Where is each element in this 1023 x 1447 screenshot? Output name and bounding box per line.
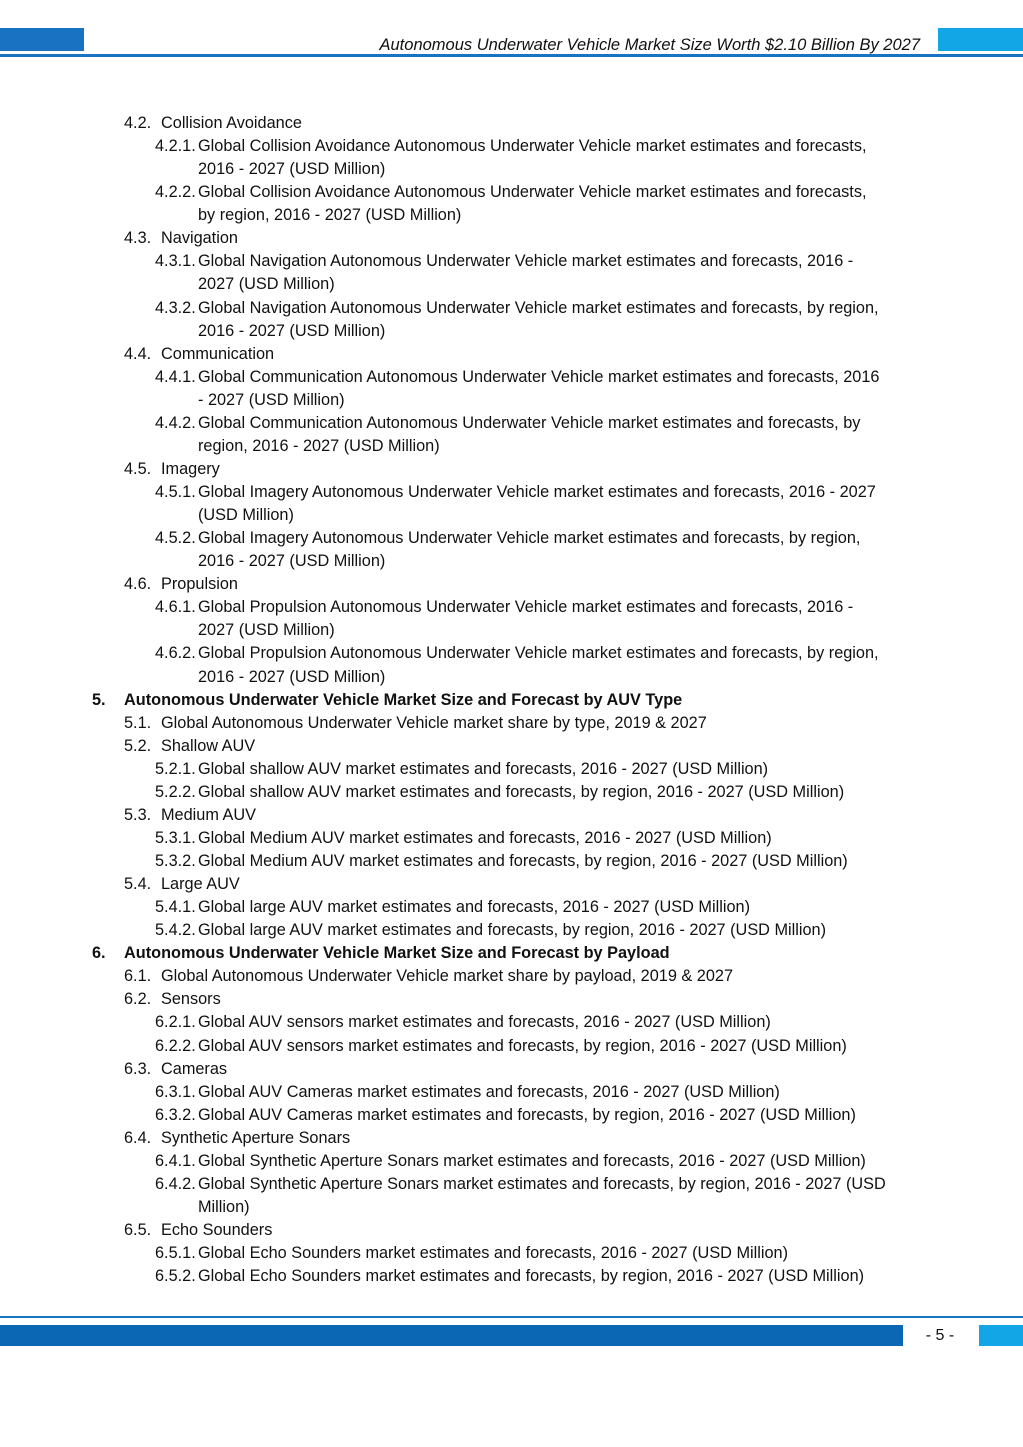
toc-entry-text: Global large AUV market estimates and forecasts, 2016 - 2027 (USD Million) [198, 898, 750, 917]
toc-entry-text: Global AUV Cameras market estimates and forecasts, by region, 2016 - 2027 (USD Million) [198, 1105, 856, 1124]
toc-entry-number: 6.2.2. [155, 1036, 196, 1055]
toc-entry-text: Navigation [161, 229, 238, 248]
toc-entry-number: 6.3. [124, 1059, 152, 1078]
header-accent-right [938, 28, 1023, 51]
toc-entry-number: 5.2.2. [155, 782, 196, 801]
toc-entry-text: Global Synthetic Aperture Sonars market estimates and forecasts, 2016 - 2027 (USD Million) [198, 1151, 866, 1170]
toc-entry [0, 181, 1023, 227]
toc-entry [0, 896, 1023, 919]
toc-entry-text: Collision Avoidance [161, 114, 302, 132]
toc-entry-text: Global Medium AUV market estimates and forecasts, by region, 2016 - 2027 (USD Million) [198, 852, 848, 870]
toc-entry-number: 6.4.1. [155, 1151, 196, 1170]
toc-entry-number: 4.6.2. [155, 644, 196, 663]
toc-entry [0, 1081, 1023, 1104]
header-accent-left [0, 28, 84, 51]
toc-entry [0, 781, 1023, 804]
toc-entry-text: Million) [198, 1197, 250, 1216]
table-of-contents [0, 112, 1023, 1288]
toc-entry-text: Global Echo Sounders market estimates and forecasts, by region, 2016 - 2027 (USD Million) [198, 1267, 865, 1286]
toc-entry-number: 6.5.2. [155, 1267, 196, 1286]
toc-entry [0, 873, 1023, 896]
toc-entry-text: 2016 - 2027 (USD Million) [198, 667, 386, 686]
toc-entry-number: 5.3.2. [155, 852, 196, 870]
toc-entry-number: 6.1. [124, 967, 152, 986]
toc-entry [0, 1104, 1023, 1127]
toc-entry-text: Imagery [161, 459, 220, 478]
toc-entry-text: Global Communication Autonomous Underwater Vehicle market estimates and forecasts, by [198, 413, 861, 432]
toc-entry-text: Synthetic Aperture Sonars [161, 1128, 351, 1147]
toc-entry [0, 573, 1023, 596]
toc-entry [0, 135, 1023, 181]
toc-entry-text: 2027 (USD Million) [198, 275, 335, 294]
toc-entry-text: Global Navigation Autonomous Underwater Vehicle market estimates and forecasts, by region, [198, 298, 879, 317]
toc-entry-number: 4.2.2. [155, 183, 196, 202]
toc-entry [0, 458, 1023, 481]
toc-entry-text: Global Autonomous Underwater Vehicle market share by type, 2019 & 2027 [161, 713, 707, 732]
toc-entry-text: 2027 (USD Million) [198, 621, 335, 640]
toc-entry [0, 827, 1023, 850]
toc-entry-number: 6. [92, 944, 106, 963]
toc-entry [0, 596, 1023, 642]
toc-entry-text: Global Propulsion Autonomous Underwater Vehicle market estimates and forecasts, by region, [198, 644, 879, 663]
toc-entry-number: 4.3.1. [155, 252, 196, 271]
toc-entry [0, 1173, 1023, 1219]
toc-entry [0, 1035, 1023, 1058]
toc-entry-number: 5.2.1. [155, 759, 196, 778]
toc-entry [0, 343, 1023, 366]
toc-entry-text: Global Medium AUV market estimates and forecasts, 2016 - 2027 (USD Million) [198, 828, 772, 847]
toc-entry [0, 1127, 1023, 1150]
toc-entry [0, 366, 1023, 412]
toc-entry-number: 4.4.1. [155, 367, 196, 386]
toc-entry-number: 6.2. [124, 990, 152, 1009]
toc-entry-number: 6.3.1. [155, 1082, 196, 1101]
toc-entry-text: Cameras [161, 1059, 228, 1078]
toc-entry [0, 689, 1023, 712]
toc-entry-number: 5.4. [124, 875, 152, 894]
toc-entry [0, 942, 1023, 965]
toc-entry-text: Global Imagery Autonomous Underwater Vehicle market estimates and forecasts, by region, [198, 529, 861, 548]
toc-entry [0, 988, 1023, 1011]
footer-bar [0, 1325, 903, 1346]
toc-entry-text: Global Imagery Autonomous Underwater Vehicle market estimates and forecasts, 2016 - 2027 [198, 483, 876, 501]
toc-entry-text: 2016 - 2027 (USD Million) [198, 552, 386, 571]
toc-entry [0, 481, 1023, 527]
toc-entry-text: Medium AUV [161, 805, 257, 824]
toc-entry-number: 4.3. [124, 229, 152, 248]
toc-entry [0, 965, 1023, 988]
toc-entry-text: Global Communication Autonomous Underwater Vehicle market estimates and forecasts, 2016 [198, 367, 880, 386]
toc-entry [0, 1011, 1023, 1034]
toc-entry-number: 5.1. [124, 713, 152, 732]
toc-entry-number: 4.2.1. [155, 137, 196, 156]
toc-entry [0, 1242, 1023, 1265]
toc-entry-number: 6.4. [124, 1128, 152, 1147]
toc-entry-text: Global Synthetic Aperture Sonars market estimates and forecasts, by region, 2016 - 2027 (USD [198, 1174, 886, 1193]
toc-entry-text: Global Navigation Autonomous Underwater Vehicle market estimates and forecasts, 2016 - [198, 252, 854, 271]
toc-entry [0, 850, 1023, 873]
toc-entry [0, 297, 1023, 343]
toc-entry [0, 919, 1023, 942]
footer-rule [0, 1316, 1023, 1318]
toc-entry [0, 250, 1023, 296]
toc-entry [0, 804, 1023, 827]
toc-entry-number: 4.4. [124, 344, 152, 363]
toc-entry [0, 735, 1023, 758]
toc-entry-number: 5.2. [124, 736, 152, 755]
toc-entry-text: Shallow AUV [161, 736, 256, 755]
document-title: Autonomous Underwater Vehicle Market Size Worth $2.10 Billion By 2027 [379, 36, 920, 54]
toc-entry-text: Autonomous Underwater Vehicle Market Size and Forecast by Payload [124, 944, 670, 963]
toc-entry-number: 4.5.1. [155, 483, 196, 501]
toc-entry-text: Global Propulsion Autonomous Underwater Vehicle market estimates and forecasts, 2016 - [198, 598, 854, 617]
toc-entry-text: Propulsion [161, 575, 238, 594]
footer-accent-right [979, 1325, 1023, 1346]
toc-entry-text: Global AUV Cameras market estimates and forecasts, 2016 - 2027 (USD Million) [198, 1082, 780, 1101]
toc-entry-text: Large AUV [161, 875, 240, 894]
toc-entry-number: 6.3.2. [155, 1105, 196, 1124]
toc-entry-number: 4.5.2. [155, 529, 196, 548]
toc-entry-text: - 2027 (USD Million) [198, 390, 345, 409]
toc-entry-number: 4.3.2. [155, 298, 196, 317]
toc-entry-number: 4.2. [124, 114, 152, 132]
toc-entry-number: 6.5. [124, 1221, 152, 1239]
toc-entry [0, 1265, 1023, 1288]
toc-entry-text: Global AUV sensors market estimates and forecasts, by region, 2016 - 2027 (USD Million) [198, 1036, 847, 1055]
toc-entry [0, 642, 1023, 688]
toc-entry [0, 1219, 1023, 1242]
toc-entry-text: Global shallow AUV market estimates and forecasts, 2016 - 2027 (USD Million) [198, 759, 769, 778]
toc-entry-text: Global shallow AUV market estimates and forecasts, by region, 2016 - 2027 (USD Million) [198, 782, 845, 801]
toc-entry-number: 5.3.1. [155, 828, 196, 847]
toc-entry-text: region, 2016 - 2027 (USD Million) [198, 436, 440, 455]
toc-entry-text: Global large AUV market estimates and forecasts, by region, 2016 - 2027 (USD Million) [198, 921, 827, 940]
toc-entry [0, 712, 1023, 735]
toc-entry-text: Autonomous Underwater Vehicle Market Size and Forecast by AUV Type [124, 690, 683, 709]
toc-entry-number: 6.2.1. [155, 1013, 196, 1032]
toc-entry-number: 5.3. [124, 805, 152, 824]
toc-entry-text: Global Echo Sounders market estimates and forecasts, 2016 - 2027 (USD Million) [198, 1244, 789, 1263]
toc-entry-number: 4.6. [124, 575, 152, 594]
toc-entry-number: 5. [92, 690, 106, 709]
toc-entry-number: 5.4.1. [155, 898, 196, 917]
toc-entry-number: 4.4.2. [155, 413, 196, 432]
toc-entry-text: Global Autonomous Underwater Vehicle market share by payload, 2019 & 2027 [161, 967, 734, 986]
toc-entry-number: 6.5.1. [155, 1244, 196, 1263]
toc-entry-text: by region, 2016 - 2027 (USD Million) [198, 206, 462, 225]
toc-entry [0, 412, 1023, 458]
toc-entry-text: Global Collision Avoidance Autonomous Underwater Vehicle market estimates and forecasts, [198, 183, 867, 202]
toc-entry [0, 1150, 1023, 1173]
toc-entry-text: (USD Million) [198, 506, 294, 525]
toc-entry-number: 5.4.2. [155, 921, 196, 940]
toc-entry-text: Global Collision Avoidance Autonomous Underwater Vehicle market estimates and forecasts, [198, 137, 867, 156]
toc-entry-text: Global AUV sensors market estimates and forecasts, 2016 - 2027 (USD Million) [198, 1013, 771, 1032]
toc-entry-number: 6.4.2. [155, 1174, 196, 1193]
toc-entry [0, 527, 1023, 573]
toc-entry-text: 2016 - 2027 (USD Million) [198, 321, 386, 340]
toc-entry-number: 4.5. [124, 459, 152, 478]
toc-entry [0, 227, 1023, 250]
toc-entry-text: Communication [161, 344, 275, 363]
toc-entry [0, 112, 1023, 135]
header-rule [0, 54, 1023, 57]
toc-entry-number: 4.6.1. [155, 598, 196, 617]
page-number: - 5 - [925, 1327, 955, 1344]
toc-entry [0, 1058, 1023, 1081]
toc-entry-text: Echo Sounders [161, 1221, 273, 1239]
toc-entry-text: Sensors [161, 990, 221, 1009]
toc-entry [0, 758, 1023, 781]
toc-entry-text: 2016 - 2027 (USD Million) [198, 160, 386, 179]
